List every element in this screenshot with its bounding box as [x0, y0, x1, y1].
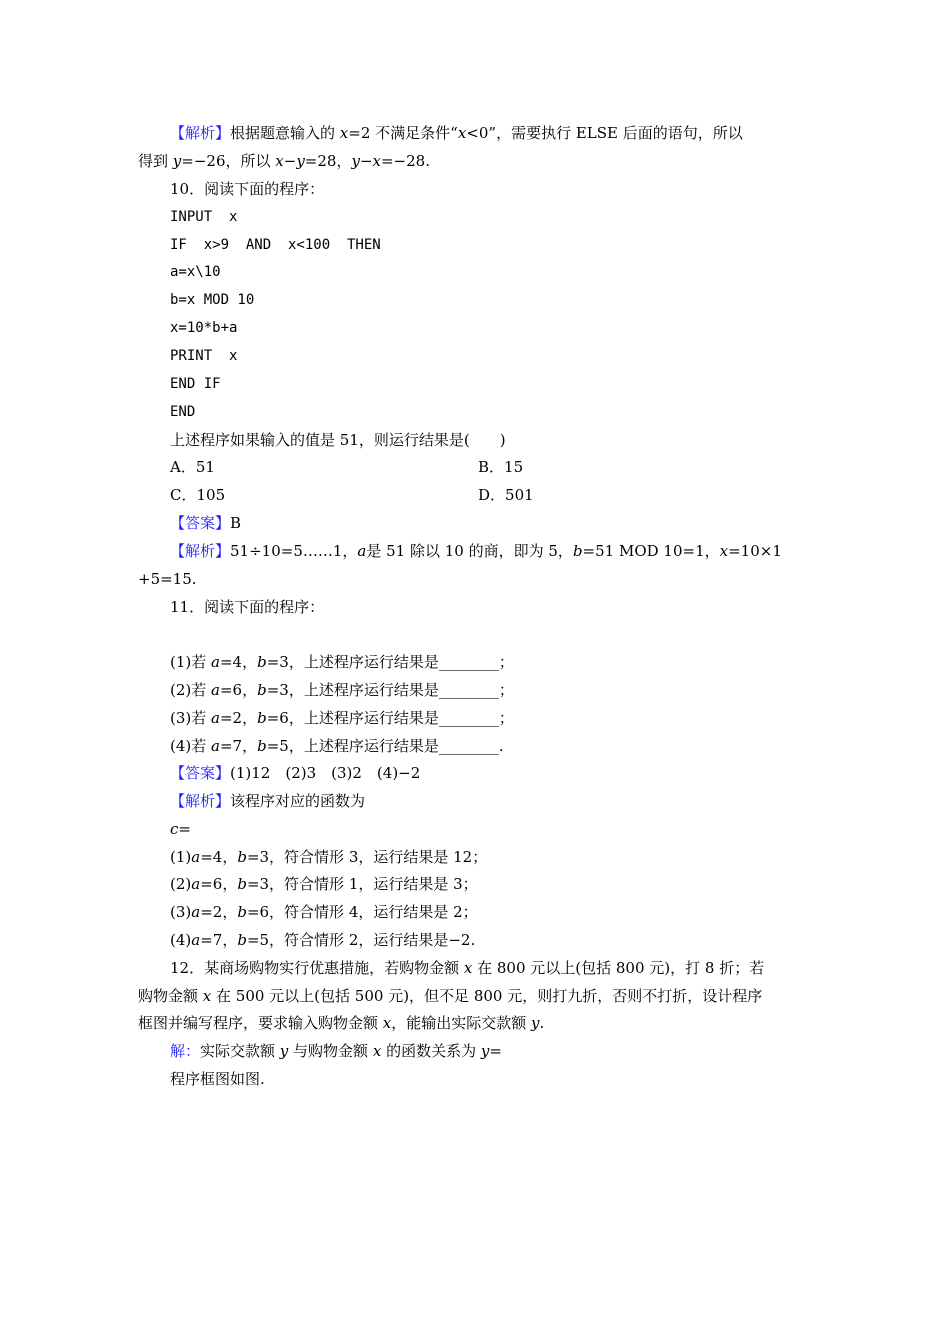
- code-line: IF x>9 AND x<100 THEN: [170, 237, 381, 253]
- q12-line2: 购物金额 x 在 500 元以上(包括 500 元)，但不足 800 元，则打九折，否则不打折，设计程序: [138, 987, 763, 1005]
- code-line: END IF: [170, 376, 221, 392]
- code-line: x=10*b+a: [170, 320, 238, 336]
- q11-item: (2)若 a=6，b=3，上述程序运行结果是________；: [170, 681, 514, 699]
- q10-analysis-line1: 【解析】51÷10=5……1，a是 51 除以 10 的商，即为 5，b=51 MOD 10=1，x=10×1: [170, 542, 782, 560]
- code-line: INPUT x: [170, 209, 238, 225]
- option-d: D．501: [478, 486, 534, 504]
- analysis-tag: 【解析】: [170, 124, 231, 142]
- q10-answer: 【答案】B: [170, 514, 242, 532]
- q11-result: (1)a=4，b=3，符合情形 3，运行结果是 12；: [170, 848, 488, 866]
- q11-result: (4)a=7，b=5，符合情形 2，运行结果是−2.: [170, 931, 476, 949]
- option-c: C．105: [170, 486, 226, 504]
- q12-line1: 12．某商场购物实行优惠措施，若购物金额 x 在 800 元以上(包括 800 元)，打 8 折；若: [170, 959, 765, 977]
- q10-analysis-line2: +5=15.: [138, 570, 197, 588]
- q12-solution: 解：实际交款额 y 与购物金额 x 的函数关系为 y=: [170, 1042, 502, 1060]
- q12-line3: 框图并编写程序，要求输入购物金额 x，能输出实际交款额 y.: [138, 1014, 545, 1032]
- q12-last-line: 程序框图如图.: [170, 1070, 265, 1088]
- answer-tag: 【答案】: [170, 514, 231, 532]
- option-a: A．51: [170, 458, 215, 476]
- q10-question: 上述程序如果输入的值是 51，则运行结果是( ): [170, 431, 506, 449]
- code-line: a=x\10: [170, 264, 221, 280]
- c-equation: c=: [170, 820, 191, 838]
- q11-item: (3)若 a=2，b=6，上述程序运行结果是________；: [170, 709, 514, 727]
- q11-answer: 【答案】(1)12 (2)3 (3)2 (4)−2: [170, 764, 421, 782]
- code-line: PRINT x: [170, 348, 238, 364]
- code-line: b=x MOD 10: [170, 292, 255, 308]
- analysis-tag: 【解析】: [170, 542, 231, 560]
- q11-item: (4)若 a=7，b=5，上述程序运行结果是________.: [170, 737, 504, 755]
- code-line: END: [170, 404, 196, 420]
- answer-tag: 【答案】: [170, 764, 231, 782]
- q11-analysis: 【解析】该程序对应的函数为: [170, 792, 366, 810]
- q9-analysis-line1: 【解析】根据题意输入的 x=2 不满足条件“x<0”，需要执行 ELSE 后面的语句，所以: [170, 124, 743, 142]
- q9-analysis-line2: 得到 y=−26，所以 x−y=28，y−x=−28.: [138, 152, 430, 170]
- solution-tag: 解：: [170, 1042, 201, 1060]
- option-b: B．15: [478, 458, 524, 476]
- q11-result: (2)a=6，b=3，符合情形 1，运行结果是 3；: [170, 875, 478, 893]
- q11-item: (1)若 a=4，b=3，上述程序运行结果是________；: [170, 653, 514, 671]
- q11-title: 11．阅读下面的程序：: [170, 598, 325, 616]
- q11-result: (3)a=2，b=6，符合情形 4，运行结果是 2；: [170, 903, 478, 921]
- q10-title: 10．阅读下面的程序：: [170, 180, 325, 198]
- analysis-tag: 【解析】: [170, 792, 231, 810]
